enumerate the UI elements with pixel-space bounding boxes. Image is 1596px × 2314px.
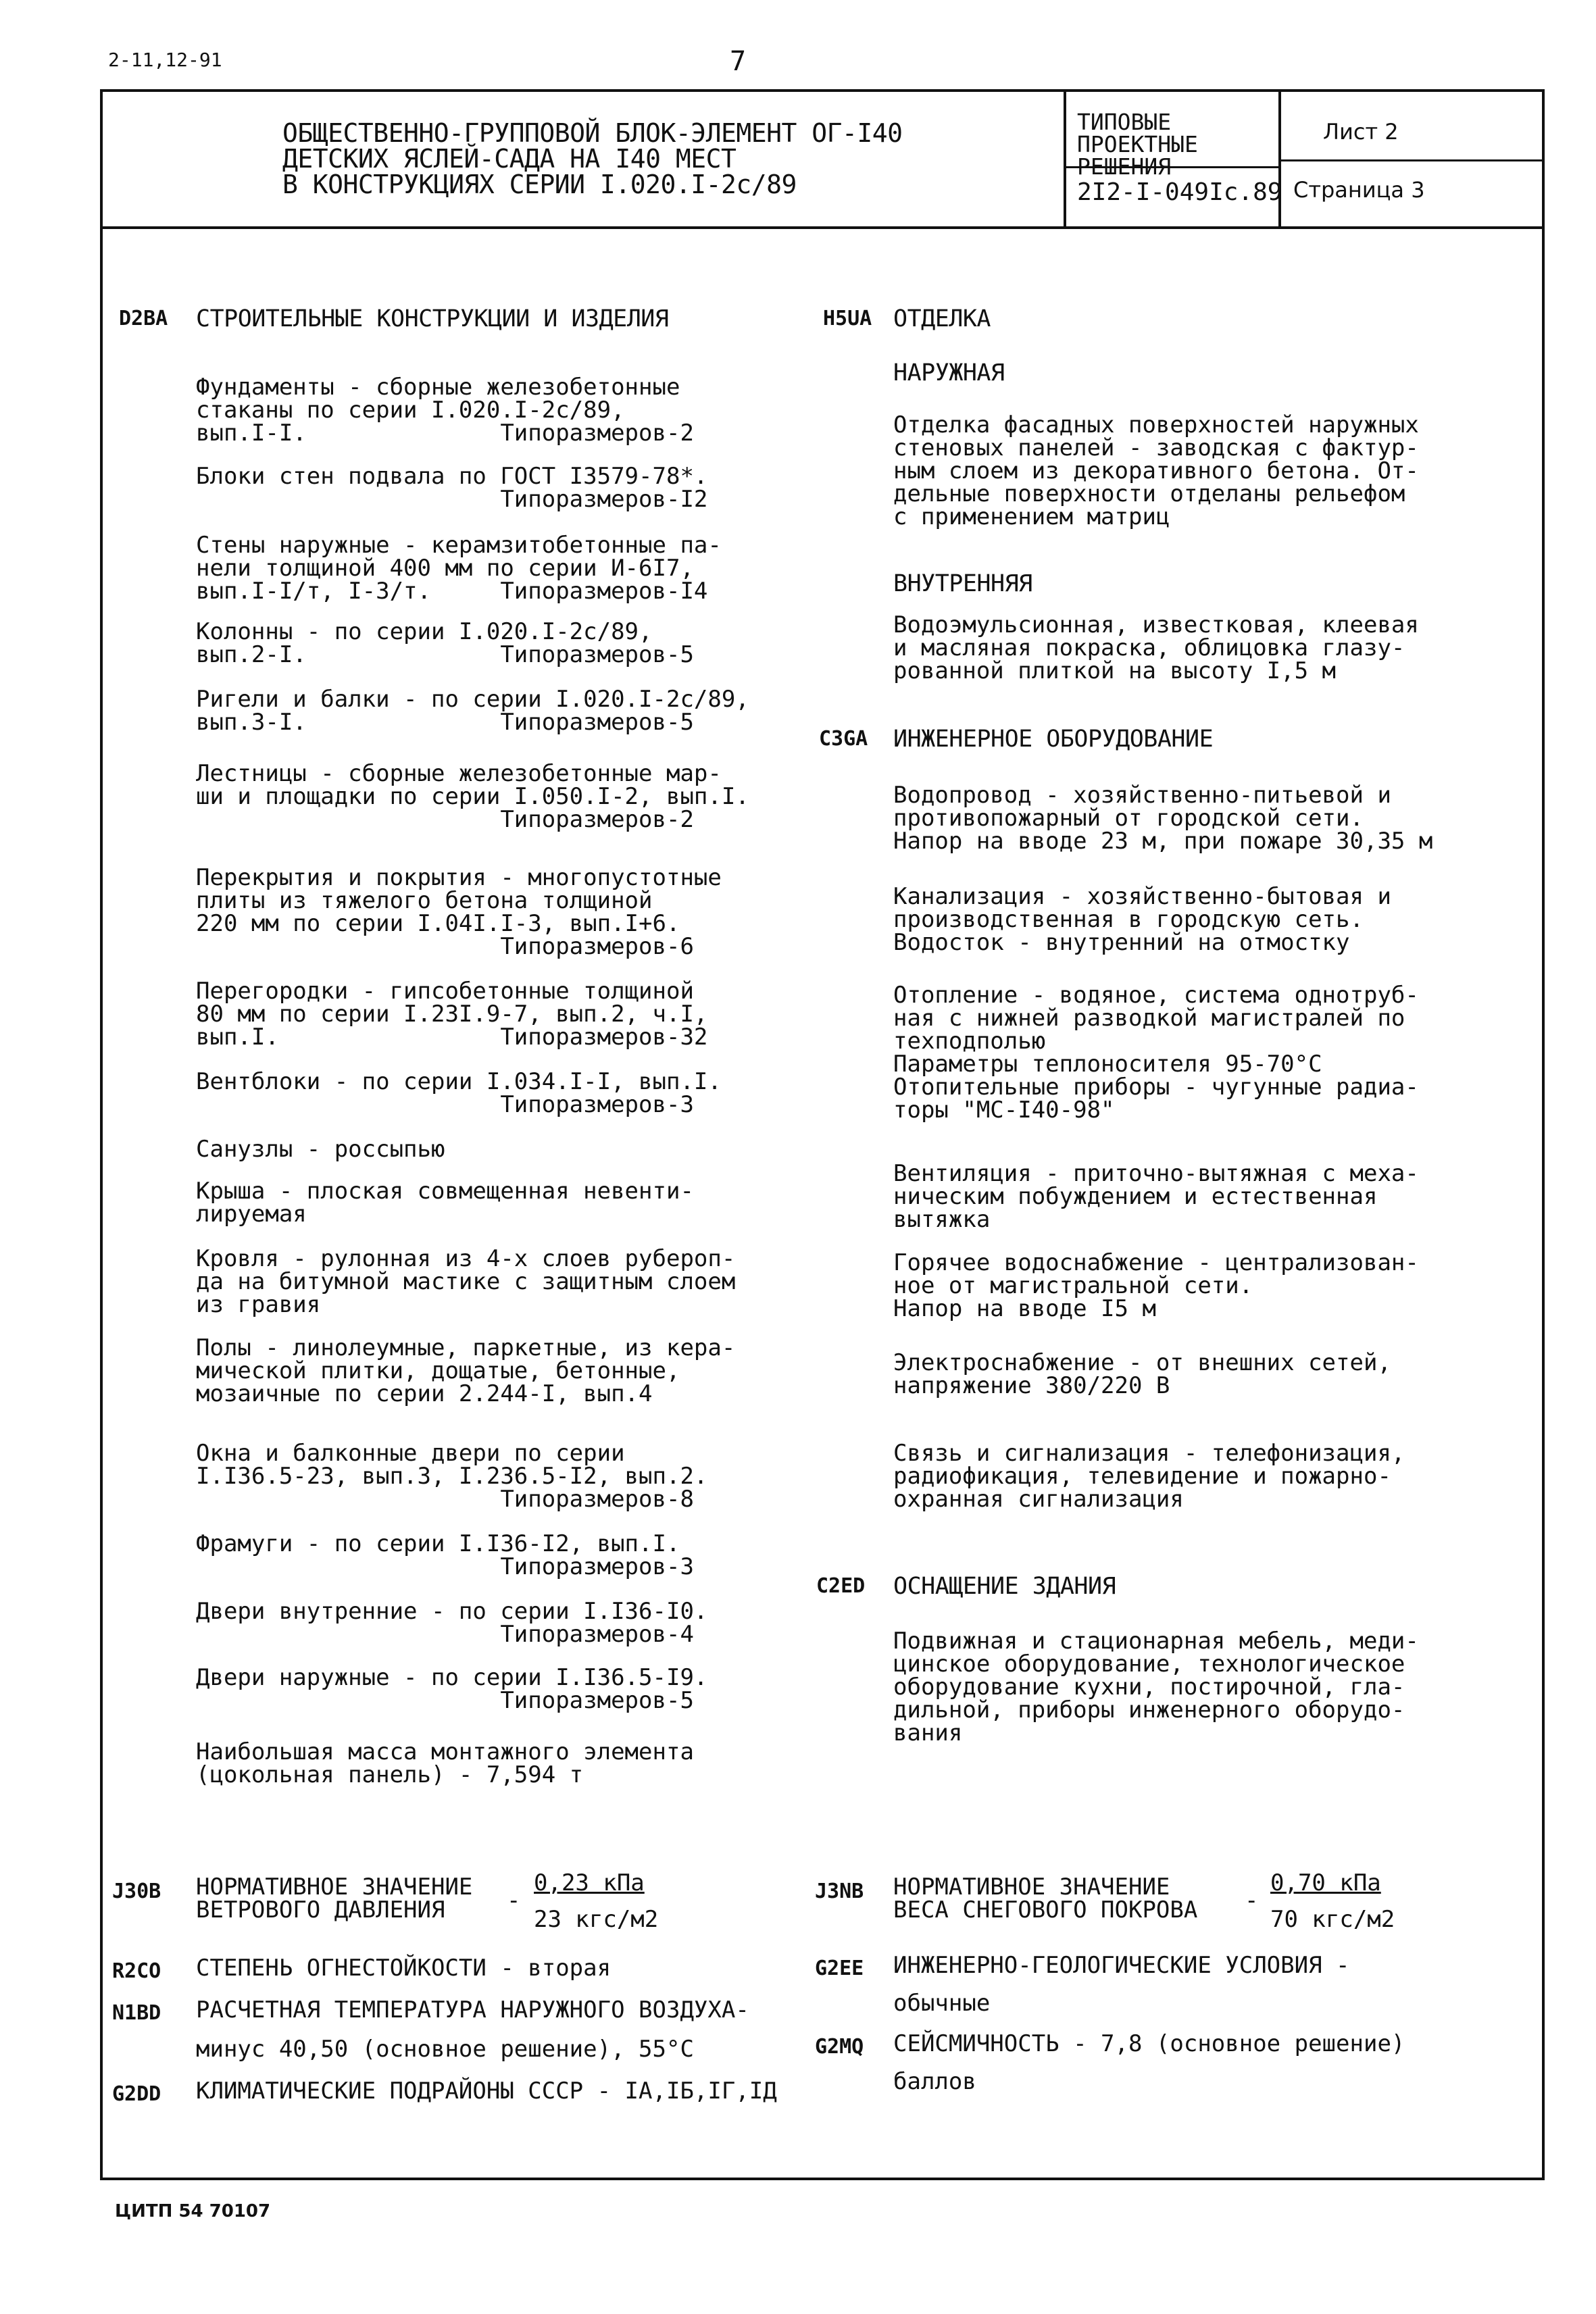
param-alt-value: 70 кгс/м2 (1270, 1906, 1395, 1933)
param-code: G2MQ (815, 2035, 864, 2059)
document-title: ОБЩЕСТВЕННО-ГРУППОВОЙ БЛОК-ЭЛЕМЕНТ ОГ-I40 ДЕТСКИХ ЯСЛЕЙ-САДА НА I40 МЕСТ В КОНСТРУКЦИЯХ СЕРИИ I.020.I-2с/89 (282, 118, 903, 199)
list-item: Водопровод - хозяйственно-питьевой и противопожарный от городской сети. Напор на вводе 23 м, при пожаре 30,35 м (893, 782, 1433, 855)
param-text: СТЕПЕНЬ ОГНЕСТОЙКОСТИ - вторая (196, 1955, 612, 1982)
param-text: ИНЖЕНЕРНО-ГЕОЛОГИЧЕСКИЕ УСЛОВИЯ - (893, 1952, 1350, 1979)
page-number: 7 (730, 46, 747, 77)
param-text: баллов (893, 2068, 976, 2095)
list-item: Ригели и балки - по серии I.020.I-2с/89, вып.3-I. Типоразмеров-5 (196, 686, 749, 736)
list-item: Стены наружные - керамзитобетонные па- нели толщиной 400 мм по серии И-6I7, вып.I-I/т, I-3/т. Типоразмеров-I4 (196, 532, 722, 605)
list-item: Крыша - плоская совмещенная невенти- лируемая (196, 1178, 694, 1228)
page-label: Страница 3 (1293, 177, 1425, 203)
header-divider (100, 226, 1545, 229)
param-code: J30B (112, 1880, 161, 1903)
section-code: H5UA (823, 307, 872, 330)
param-dash: - (507, 1887, 521, 1914)
typical-solutions-label: ТИПОВЫЕ ПРОЕКТНЫЕ РЕШЕНИЯ (1077, 109, 1198, 180)
param-code: G2EE (815, 1957, 864, 1980)
param-text: обычные (893, 1990, 991, 2017)
param-dash: - (1245, 1887, 1259, 1914)
list-item: Канализация - хозяйственно-бытовая и производственная в городскую сеть. Водосток - внутренний на отмостку (893, 883, 1391, 956)
list-item: Горячее водоснабжение - централизован- ное от магистральной сети. Напор на вводе I5 м (893, 1249, 1419, 1322)
list-item: Кровля - рулонная из 4-х слоев рубероп- да на битумной мастике с защитным слоем из гравия (196, 1245, 736, 1318)
param-code: R2CO (112, 1959, 161, 1983)
section-code: C3GA (819, 727, 868, 751)
section-code: C2ED (816, 1574, 866, 1598)
list-item: Наибольшая масса монтажного элемента (цокольная панель) - 7,594 т (196, 1738, 694, 1788)
param-value: 0,23 кПа (534, 1869, 645, 1896)
param-text: КЛИМАТИЧЕСКИЕ ПОДРАЙОНЫ СССР - IA,IБ,IГ,IД (196, 2078, 777, 2105)
list-item: Электроснабжение - от внешних сетей, напряжение 380/220 В (893, 1349, 1391, 1399)
list-item: Отопление - водяное, система однотруб- ная с нижней разводкой магистралей по техподполью Параметры теплоносителя 95-70°С Отопительные приборы - чугунные радиа- торы "МС-I40-98" (893, 982, 1419, 1124)
sheet-label: Лист 2 (1323, 119, 1399, 145)
document-number: 2-11,12-91 (108, 49, 222, 71)
header-divider-2 (1278, 89, 1281, 228)
list-item: Перекрытия и покрытия - многопустотные плиты из тяжелого бетона толщиной 220 мм по серии I.04I.I-3, вып.I+6. Типоразмеров-6 (196, 864, 722, 960)
list-item: Колонны - по серии I.020.I-2с/89, вып.2-I. Типоразмеров-5 (196, 618, 694, 668)
param-code: G2DD (112, 2082, 161, 2106)
list-item: Вентблоки - по серии I.034.I-I, вып.I. Типоразмеров-3 (196, 1068, 722, 1118)
list-item: Блоки стен подвала по ГОСТ I3579-78*. Типоразмеров-I2 (196, 463, 708, 513)
list-item: Двери наружные - по серии I.I36.5-I9. Типоразмеров-5 (196, 1664, 708, 1714)
header-cell-divider-2 (1278, 159, 1545, 161)
section-heading: ИНЖЕНЕРНОЕ ОБОРУДОВАНИЕ (893, 726, 1214, 753)
list-item: Санузлы - россыпью (196, 1136, 445, 1163)
paragraph: Водоэмульсионная, известковая, клеевая и масляная покраска, облицовка глазу- рованной плиткой на высоту I,5 м (893, 611, 1419, 684)
param-label: НОРМАТИВНОЕ ЗНАЧЕНИЕ ВЕСА СНЕГОВОГО ПОКРОВА (893, 1873, 1198, 1923)
param-text: СЕЙСМИЧНОСТЬ - 7,8 (основное решение) (893, 2030, 1405, 2057)
header-divider-1 (1064, 89, 1066, 228)
param-value: 0,70 кПа (1270, 1869, 1381, 1896)
subsection-heading: НАРУЖНАЯ (893, 359, 1005, 386)
param-code: N1BD (112, 2001, 161, 2025)
param-alt-value: 23 кгс/м2 (534, 1906, 659, 1933)
list-item: Фундаменты - сборные железобетонные стаканы по серии I.020.I-2с/89, вып.I-I. Типоразмеров-2 (196, 374, 694, 447)
param-code: J3NB (815, 1880, 864, 1903)
list-item: Связь и сигнализация - телефонизация, радиофикация, телевидение и пожарно- охранная сигнализация (893, 1440, 1405, 1513)
list-item: Фрамуги - по серии I.I36-I2, вып.I. Типоразмеров-3 (196, 1530, 694, 1580)
param-label: НОРМАТИВНОЕ ЗНАЧЕНИЕ ВЕТРОВОГО ДАВЛЕНИЯ (196, 1873, 473, 1923)
section-heading: ОТДЕЛКА (893, 305, 991, 332)
footer-stamp: ЦИТП 54 70107 (115, 2201, 271, 2221)
list-item: Двери внутренние - по серии I.I36-I0. Типоразмеров-4 (196, 1598, 708, 1648)
project-code: 2I2-I-049Iс.89 (1077, 178, 1282, 206)
paragraph: Отделка фасадных поверхностей наружных стеновых панелей - заводская с фактур- ным слоем из декоративного бетона. От- дельные поверхности отделаны рельефом с применением матриц (893, 411, 1419, 530)
section-code: D2BA (119, 307, 168, 330)
list-item: Вентиляция - приточно-вытяжная с меха- ническим побуждением и естественная вытяжка (893, 1160, 1419, 1233)
section-heading: СТРОИТЕЛЬНЫЕ КОНСТРУКЦИИ И ИЗДЕЛИЯ (196, 305, 669, 332)
param-text: минус 40,50 (основное решение), 55°С (196, 2036, 694, 2063)
list-item: Лестницы - сборные железобетонные мар- ши и площадки по серии I.050.I-2, вып.I. Типоразмеров-2 (196, 760, 749, 833)
list-item: Полы - линолеумные, паркетные, из кера- мической плитки, дощатые, бетонные, мозаичные по серии 2.244-I, вып.4 (196, 1334, 736, 1407)
list-item: Окна и балконные двери по серии I.I36.5-23, вып.3, I.236.5-I2, вып.2. Типоразмеров-8 (196, 1440, 708, 1513)
subsection-heading: ВНУТРЕННЯЯ (893, 570, 1032, 597)
paragraph: Подвижная и стационарная мебель, меди- цинское оборудование, технологическое оборудование кухни, постирочной, гла- дильной, приборы инженерного оборудо- вания (893, 1628, 1419, 1746)
section-heading: ОСНАЩЕНИЕ ЗДАНИЯ (893, 1573, 1116, 1600)
param-text: РАСЧЕТНАЯ ТЕМПЕРАТУРА НАРУЖНОГО ВОЗДУХА- (196, 1996, 749, 2023)
list-item: Перегородки - гипсобетонные толщиной 80 мм по серии I.23I.9-7, вып.2, ч.I, вып.I. Типоразмеров-32 (196, 978, 708, 1051)
